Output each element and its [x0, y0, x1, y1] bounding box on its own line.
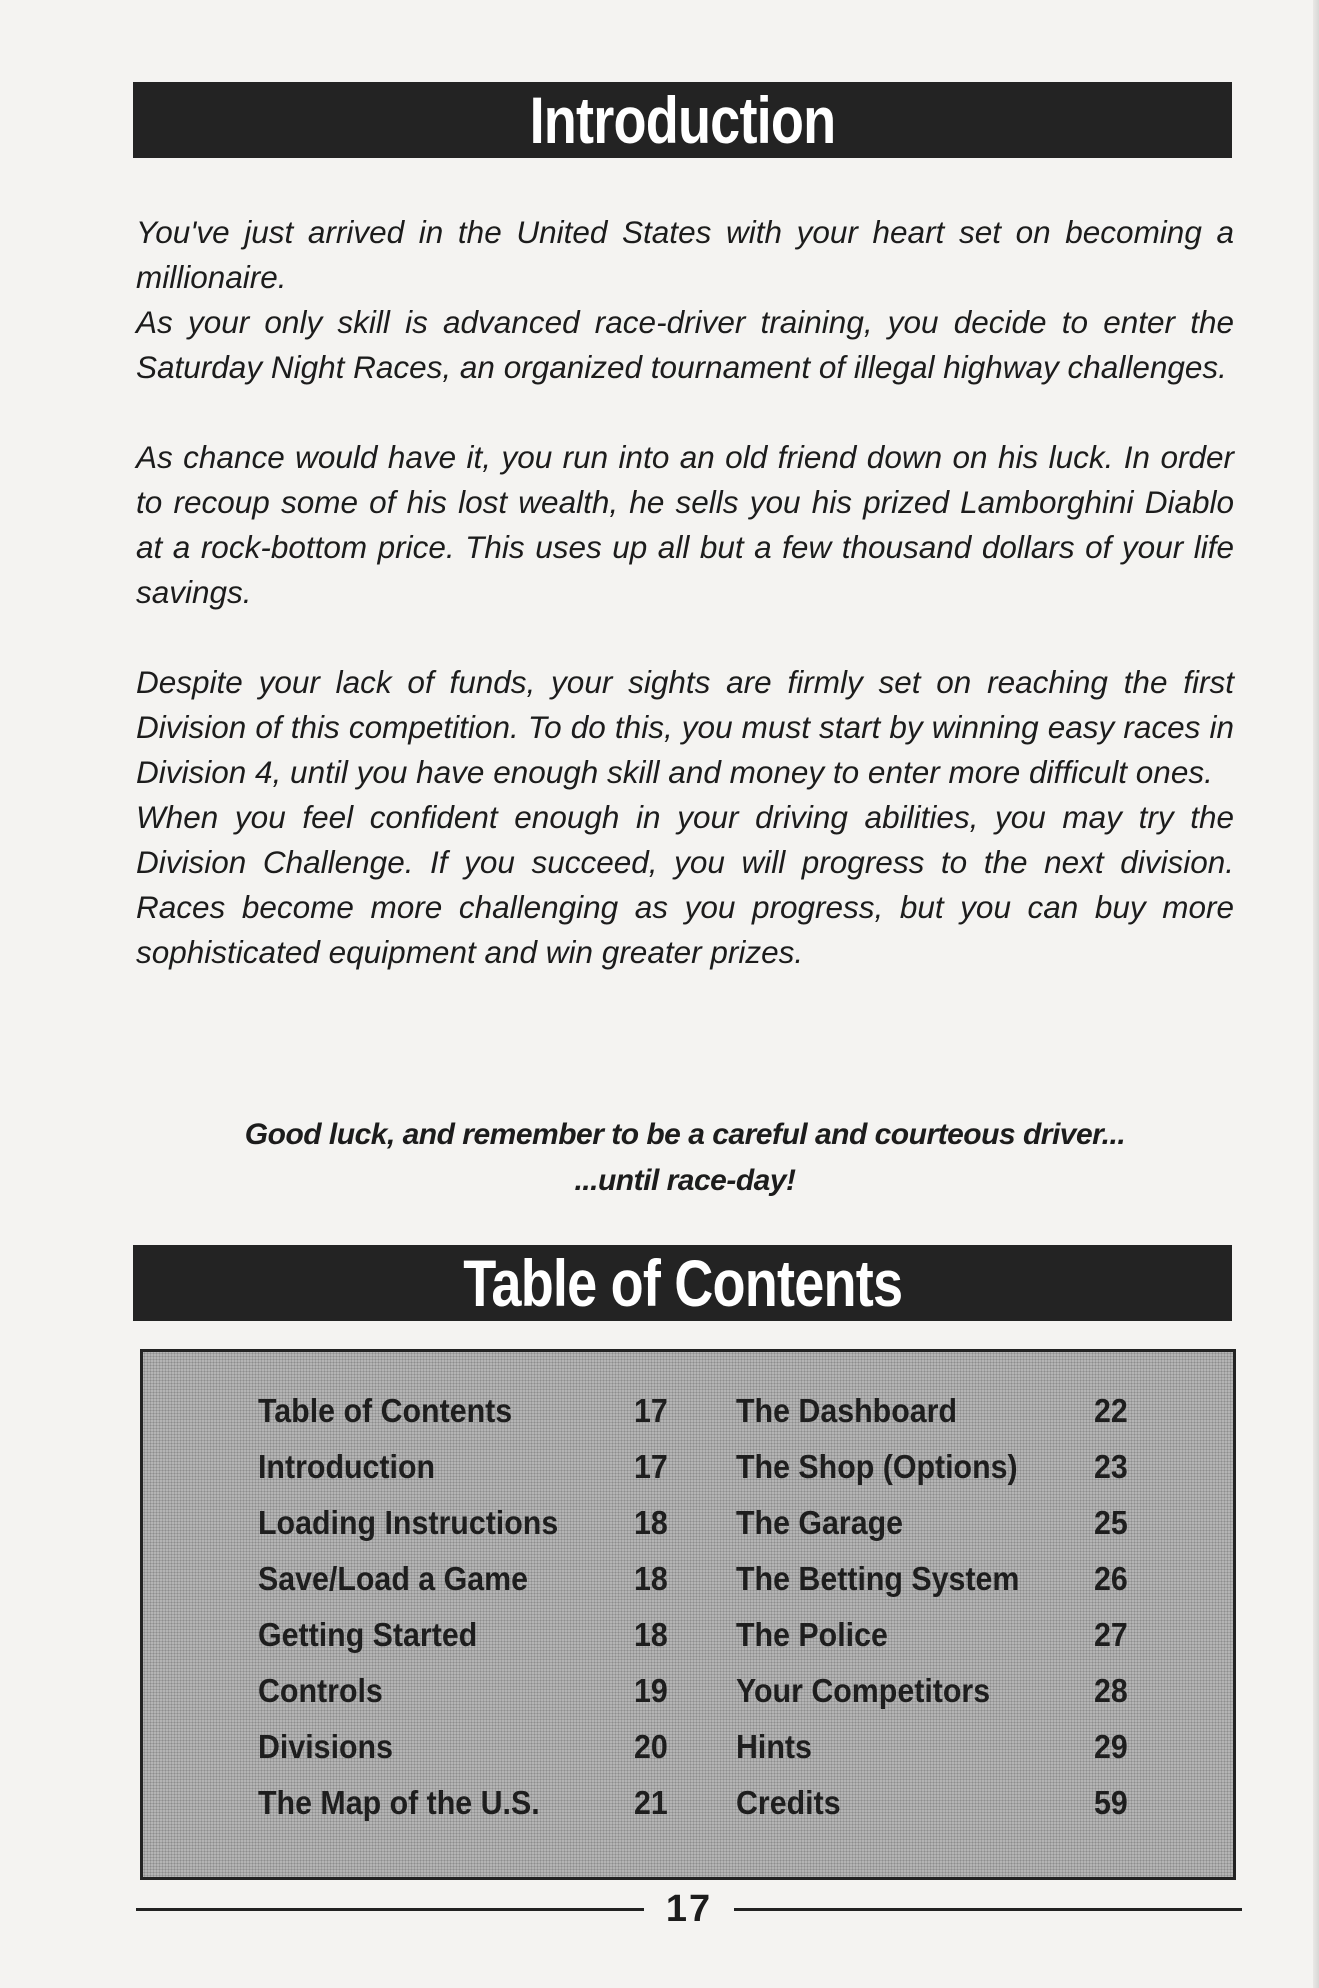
introduction-heading — [133, 82, 1232, 158]
toc-entry-page: 18 — [634, 1616, 668, 1653]
toc-entry-title: The Garage — [736, 1504, 904, 1541]
toc-entry — [736, 1392, 1128, 1448]
toc-entry — [258, 1560, 668, 1616]
toc-entry — [736, 1672, 1128, 1728]
toc-box — [140, 1349, 1236, 1880]
toc-entry — [258, 1504, 668, 1560]
introduction-heading-text: Introduction — [529, 83, 836, 157]
toc-entry — [736, 1448, 1128, 1504]
footer-rule-left — [136, 1908, 644, 1911]
closing-remark — [136, 1112, 1234, 1204]
toc-entry-title: Table of Contents — [258, 1392, 513, 1429]
intro-paragraph: Despite your lack of funds, your sights are firmly set on reaching the first Division of this competition. To do this, you must start by winning easy races in Division 4, until you have enough skill and money to enter more difficult ones. — [136, 664, 1234, 790]
toc-entry-title: Save/Load a Game — [258, 1560, 529, 1597]
intro-paragraph: As your only skill is advanced race-driver training, you decide to enter the Saturday Night Races, an organized tournament of illegal highway challenges. — [136, 304, 1234, 385]
toc-entry-title: Introduction — [258, 1448, 436, 1485]
toc-entry — [258, 1784, 668, 1840]
toc-entry-page: 18 — [634, 1504, 668, 1541]
toc-entry-title: The Dashboard — [736, 1392, 957, 1429]
page-edge — [1313, 0, 1319, 1988]
toc-entry — [736, 1616, 1128, 1672]
toc-heading-text: Table of Contents — [462, 1246, 903, 1320]
toc-entry — [258, 1728, 668, 1784]
toc-entry-title: The Map of the U.S. — [258, 1784, 540, 1821]
toc-entry-page: 23 — [1094, 1448, 1128, 1485]
closing-line: Good luck, and remember to be a careful and courteous driver... — [244, 1118, 1126, 1151]
page-number: 17 — [665, 1887, 713, 1930]
toc-entry — [258, 1616, 668, 1672]
toc-entry-title: The Shop (Options) — [736, 1448, 1018, 1485]
toc-entry-title: Your Competitors — [736, 1672, 991, 1709]
toc-entry — [736, 1560, 1128, 1616]
closing-line: ...until race-day! — [574, 1164, 796, 1197]
toc-entry-title: Controls — [258, 1672, 383, 1709]
intro-paragraph: You've just arrived in the United States with your heart set on becoming a millionaire. — [136, 214, 1234, 295]
toc-entry-page: 29 — [1094, 1728, 1128, 1765]
toc-entry-page: 18 — [634, 1560, 668, 1597]
toc-entry-title: Loading Instructions — [258, 1504, 559, 1541]
toc-entry-title: The Police — [736, 1616, 888, 1653]
toc-entry-page: 28 — [1094, 1672, 1128, 1709]
toc-entry-page: 25 — [1094, 1504, 1128, 1541]
toc-column-left — [258, 1392, 668, 1840]
toc-entry — [736, 1784, 1128, 1840]
intro-paragraph: When you feel confident enough in your driving abilities, you may try the Division Challenge. If you succeed, you will progress to the next division. Races become more challenging as you progress, but you can buy more sophisticated equipment and win greater prizes. — [136, 799, 1234, 970]
toc-entry-page: 27 — [1094, 1616, 1128, 1653]
toc-heading — [133, 1245, 1232, 1321]
toc-entry-title: Divisions — [258, 1728, 393, 1765]
toc-entry — [736, 1504, 1128, 1560]
toc-entry — [258, 1448, 668, 1504]
intro-paragraph: As chance would have it, you run into an old friend down on his luck. In order to recoup some of his lost wealth, he sells you his prized Lamborghini Diablo at a rock-bottom price. This uses up all but a few thousand dollars of your life savings. — [136, 439, 1234, 610]
toc-entry-title: The Betting System — [736, 1560, 1020, 1597]
toc-entry-page: 22 — [1094, 1392, 1128, 1429]
toc-entry-title: Getting Started — [258, 1616, 478, 1653]
toc-entry-page: 20 — [634, 1728, 668, 1765]
toc-entry — [736, 1728, 1128, 1784]
toc-entry-page: 17 — [634, 1392, 668, 1429]
page-footer — [136, 1886, 1242, 1932]
toc-entry-page: 19 — [634, 1672, 668, 1709]
toc-column-right — [736, 1392, 1128, 1840]
introduction-body — [136, 210, 1234, 975]
toc-entry-page: 21 — [634, 1784, 668, 1821]
toc-entry — [258, 1672, 668, 1728]
footer-rule-right — [734, 1908, 1242, 1911]
toc-entry-title: Hints — [736, 1728, 812, 1765]
toc-entry-page: 59 — [1094, 1784, 1128, 1821]
toc-entry-title: Credits — [736, 1784, 841, 1821]
toc-entry-page: 17 — [634, 1448, 668, 1485]
toc-entry — [258, 1392, 668, 1448]
toc-entry-page: 26 — [1094, 1560, 1128, 1597]
